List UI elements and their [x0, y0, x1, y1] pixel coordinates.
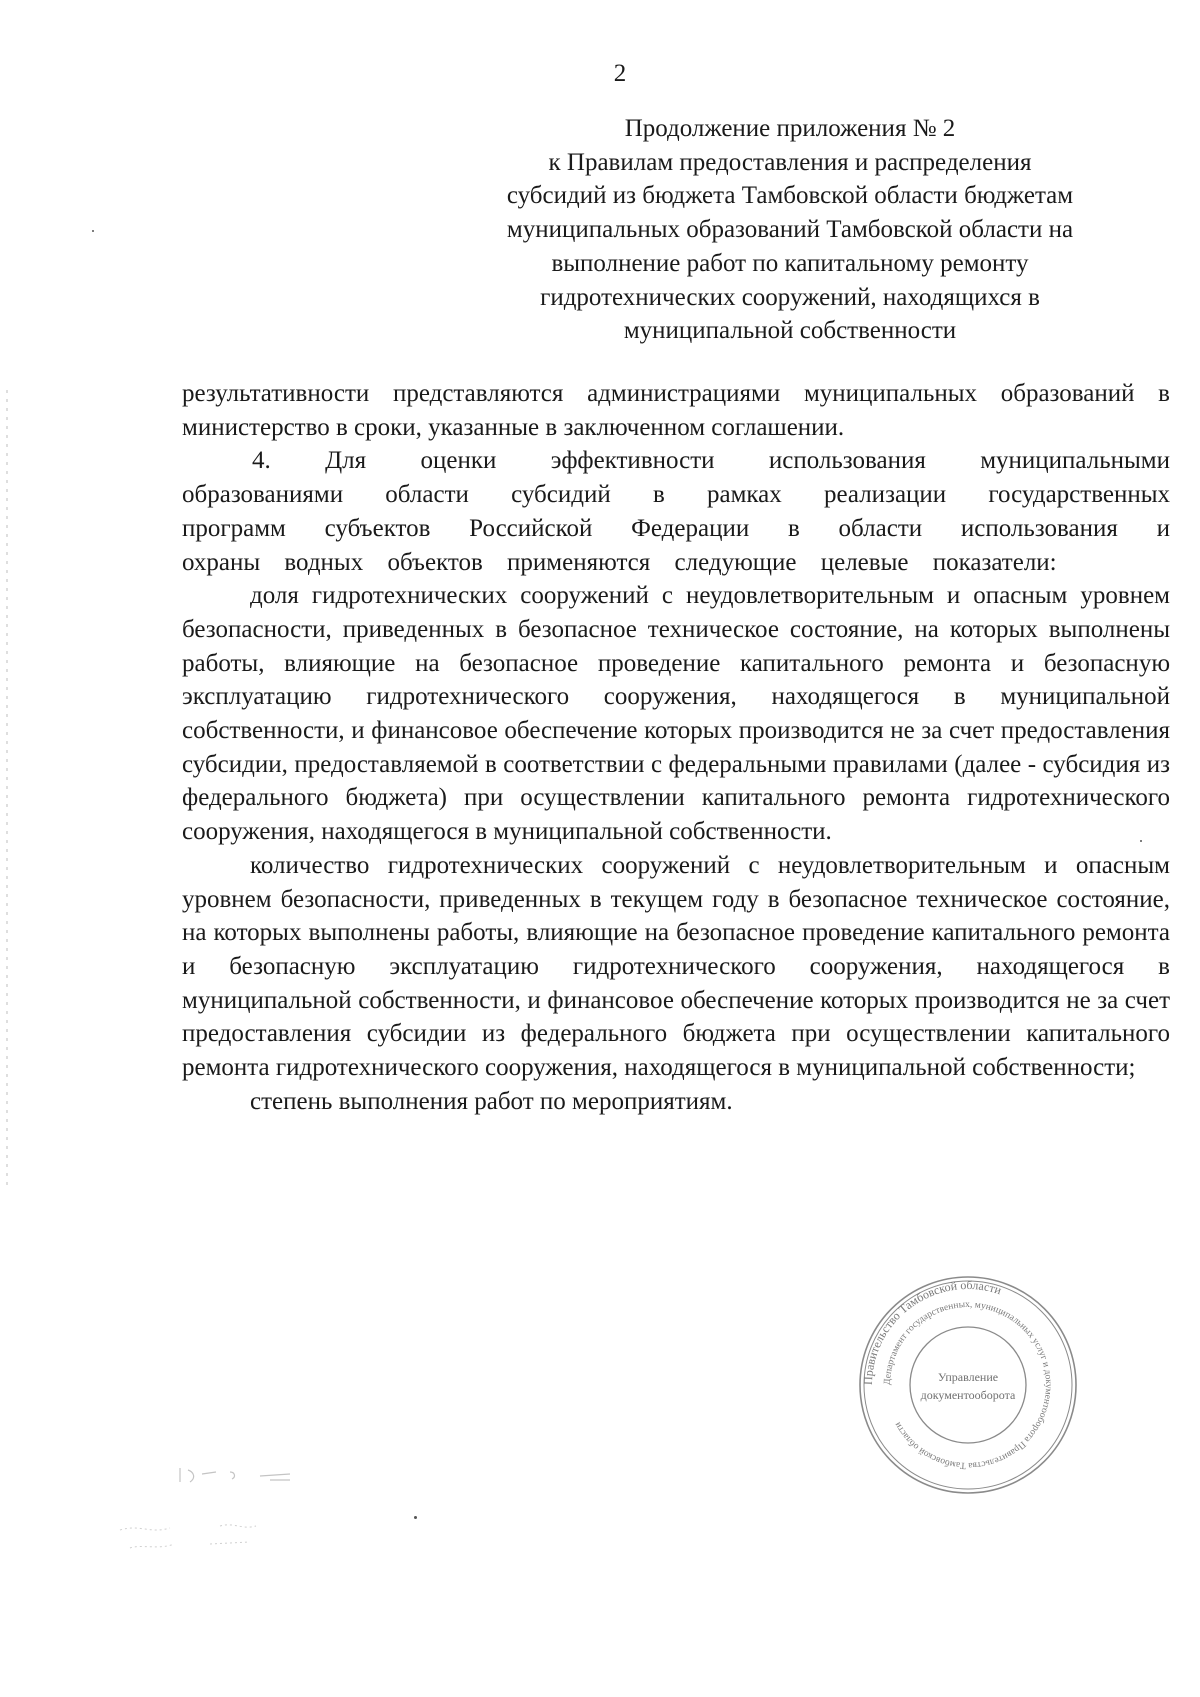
scan-speck: [92, 230, 94, 232]
stamp-outer-text: Правительство Тамбовской области: [860, 1277, 1004, 1386]
scan-speck: [414, 1516, 417, 1519]
header-line: Продолжение приложения № 2: [624, 115, 956, 142]
scan-edge-marks: [6, 390, 8, 1190]
header-line: к Правилам предоставления и распределения: [548, 148, 1032, 176]
paragraph-indicator-count: количество гидротехнических сооружений с неудовлетворительным и опасным уровнем безопасности, приведенных в текущем году в безопасное техническое состояние, на которых выполнены работы, влияющие на безопасное проведение капитального ремонта и безопасную эксплуатацию гидротехнического сооружения, находящегося в муниципальной собственности, и финансовое обеспечение которых производится не за счет предоставления субсидии из федерального бюджета при осуществлении капитального ремонта гидротехнического сооружения, находящегося в муниципальной собственности;: [182, 851, 1170, 1082]
paragraph-continuation: результативности представляются администрациями муниципальных образований в министерство в сроки, указанные в заключенном соглашении.: [182, 380, 1170, 441]
official-stamp: [858, 1275, 1078, 1495]
header-line: выполнение работ по капитальному ремонту: [551, 249, 1029, 277]
header-line: муниципальных образований Тамбовской области на: [506, 216, 1074, 244]
paragraph-item-4: 4. Для оценки эффективности использования муниципальными образованиями области субсидий в рамках реализации государственных программ субъектов Российской Федерации в области использования и охраны водных объектов применяются следующие целевые показатели:: [182, 447, 1170, 576]
page-number: 2: [613, 60, 627, 87]
stamp-center-line-2: документооборота: [920, 1388, 1016, 1402]
header-line: гидротехнических сооружений, находящихся в: [540, 283, 1040, 311]
header-line: субсидий из бюджета Тамбовской области бюджетам: [506, 182, 1074, 210]
scan-speck: [1140, 840, 1142, 842]
faint-handwritten-mark: [110, 1460, 340, 1570]
appendix-header: [480, 112, 1100, 348]
document-body: [182, 377, 1170, 1118]
paragraph-indicator-share: доля гидротехнических сооружений с неудовлетворительным и опасным уровнем безопасности, приведенных в безопасное техническое состояние, на которых выполнены работы, влияющие на безопасное проведение капитального ремонта и безопасную эксплуатацию гидротехнического сооружения, находящегося в муниципальной собственности, и финансовое обеспечение которых производится не за счет предоставления субсидии, предоставляемой в соответствии с федеральными правилами (далее - субсидия из федерального бюджета) при осуществлении капитального ремонта гидротехнического сооружения, находящегося в муниципальной собственности.: [182, 582, 1170, 846]
paragraph-indicator-degree: степень выполнения работ по мероприятиям.: [250, 1087, 733, 1115]
stamp-middle-text: Департамент государственных, муниципальных услуг и документооборота Правительства Тамбовской области: [882, 1299, 1054, 1471]
stamp-center-line-1: Управление: [937, 1370, 999, 1384]
header-line: муниципальной собственности: [623, 317, 957, 345]
